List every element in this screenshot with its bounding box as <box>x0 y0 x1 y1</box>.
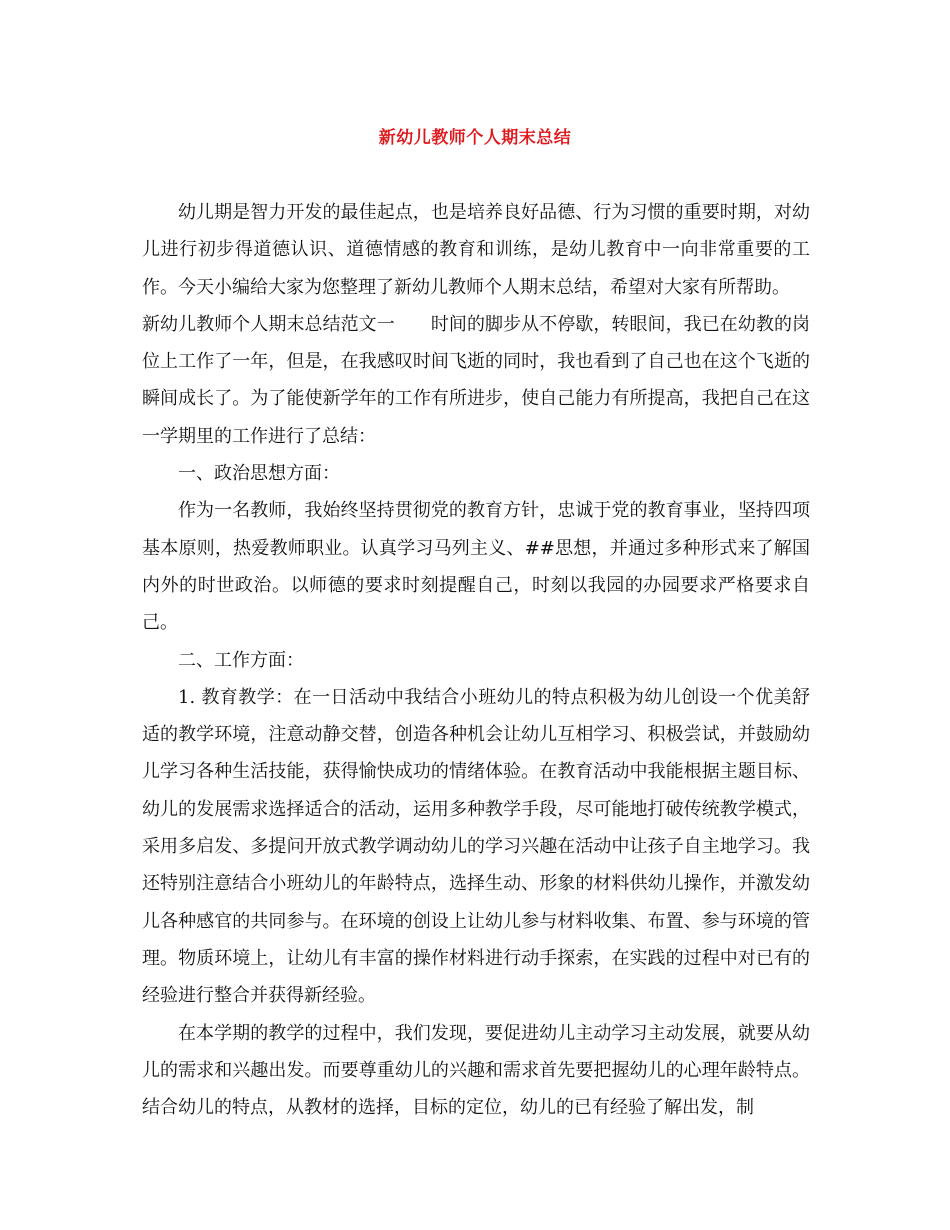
politics-paragraph: 作为一名教师，我始终坚持贯彻党的教育方针，忠诚于党的教育事业，坚持四项基本原则，热爱教师职业。认真学习马列主义、##思想，并通过多种形式来了解国内外的时世政治。以师德的要求时刻提醒自己，时刻以我园的办园要求严格要求自己。 <box>142 500 810 634</box>
intro-paragraph: 幼儿期是智力开发的最佳起点，也是培养良好品德、行为习惯的重要时期，对幼儿进行初步得道德认识、道德情感的教育和训练，是幼儿教育中一向非常重要的工作。今天小编给大家为您整理了新幼儿教师个人期末总结，希望对大家有所帮助。 <box>142 202 810 298</box>
teaching-paragraph: 1. 教育教学：在一日活动中我结合小班幼儿的特点积极为幼儿创设一个优美舒适的教学环境，注意动静交替，创造各种机会让幼儿互相学习、积极尝试，并鼓励幼儿学习各种生活技能，获得愉快成功的情绪体验。在教育活动中我能根据主题目标、幼儿的发展需求选择适合的活动，运用多种教学手段，尽可能地打破传统教学模式，采用多启发、多提问开放式教学调动幼儿的学习兴趣在活动中让孩子自主地学习。我还特别注意结合小班幼儿的年龄特点，选择生动、形象的材料供幼儿操作，并激发幼儿各种感官的共同参与。在环境的创设上让幼儿参与材料收集、布置、参与环境的管理。物质环境上，让幼儿有丰富的操作材料进行动手探索，在实践的过程中对已有的经验进行整合并获得新经验。 <box>142 686 810 1007</box>
sample-start-text: 时间的脚步从不停歇，转眼间，我已在幼教的岗位上工作了一年，但是，在我感叹时间飞逝的同时，我也看到了自己也在这个飞逝的瞬间成长了。为了能使新学年的工作有所进步，使自己能力有所提高，我把自己在这一学期里的工作进行了总结： <box>142 313 811 447</box>
document-title: 新幼儿教师个人期末总结 <box>378 128 572 148</box>
reflection-paragraph: 在本学期的教学的过程中，我们发现，要促进幼儿主动学习主动发展，就要从幼儿的需求和兴趣出发。而要尊重幼儿的兴趣和需求首先要把握幼儿的心理年龄特点。结合幼儿的特点，从教材的选择，目标的定位，幼儿的已有经验了解出发，制 <box>142 1022 810 1119</box>
sample-label: 新幼儿教师个人期末总结范文一 <box>142 313 395 335</box>
section-heading-work: 二、工作方面： <box>178 649 304 671</box>
sample-paragraph <box>142 306 810 455</box>
section-heading-politics: 一、政治思想方面： <box>178 463 340 485</box>
document-body <box>142 194 810 1126</box>
